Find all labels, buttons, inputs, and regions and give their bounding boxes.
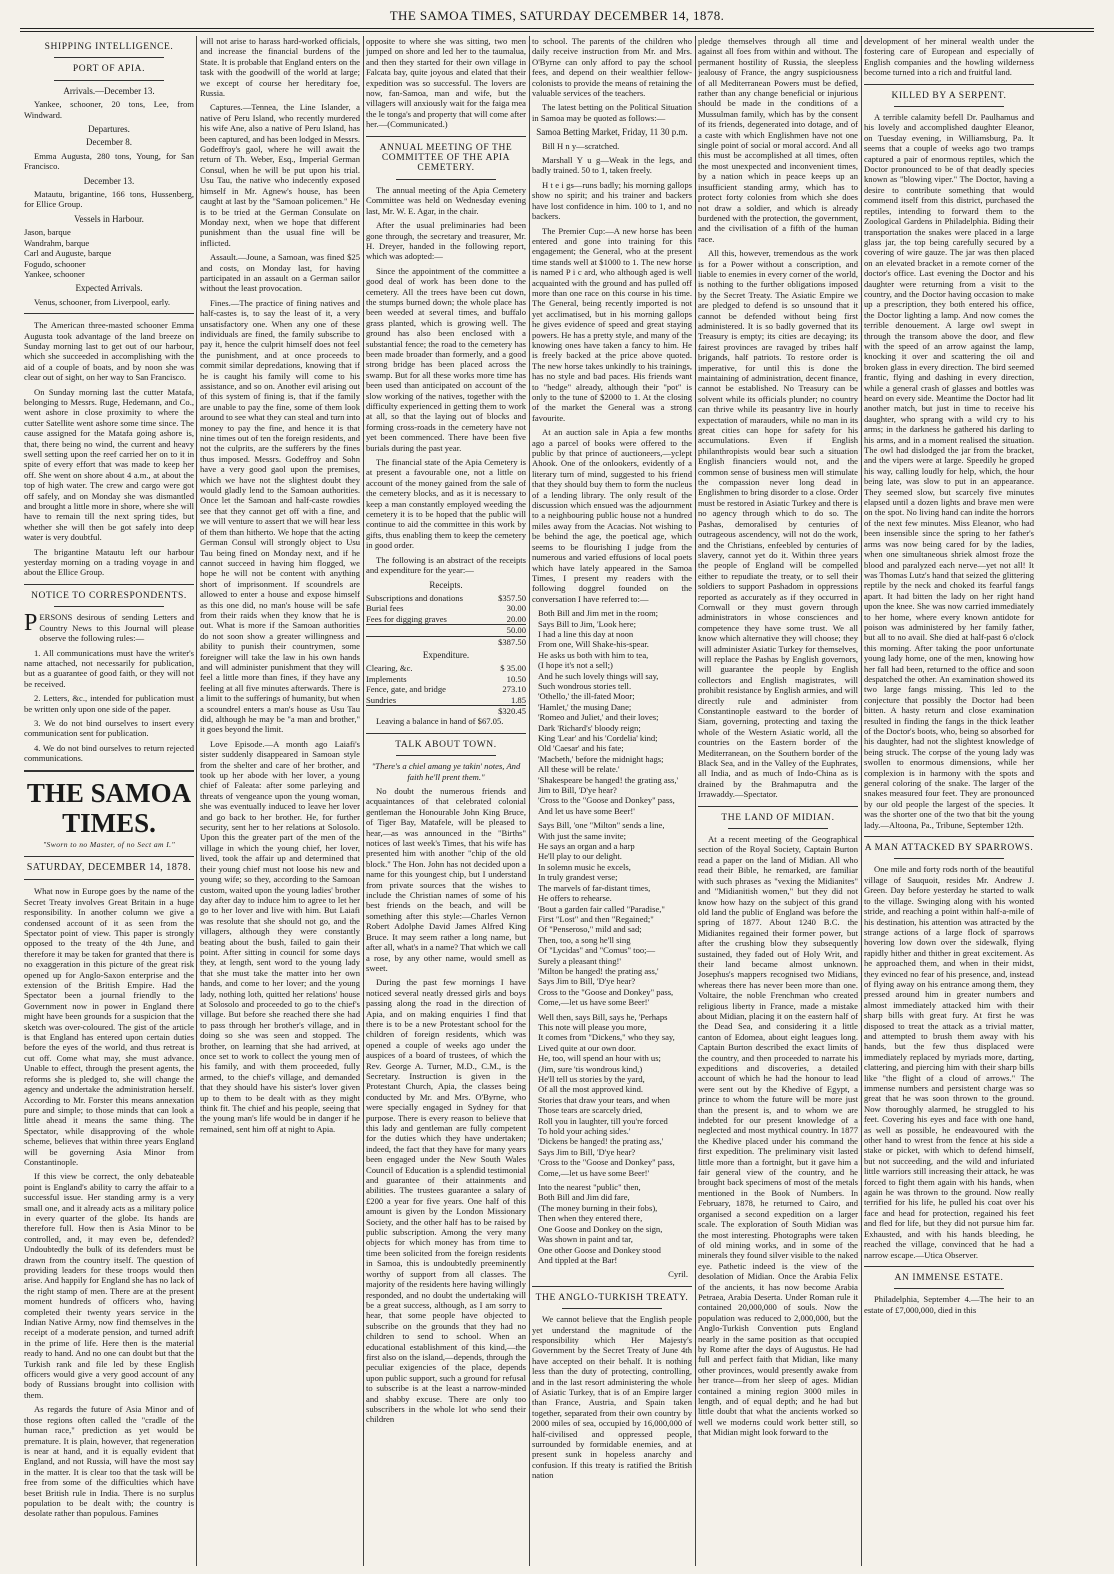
article-paragraph: Fines.—The practice of fining natives and half-castes is, to say the least of it, a very unsatisfactory one. When any one of these individuals are fined, the family subscribe to pay it, hence the culprit himself does not feel the punishment, and at once proceeds to commit similar depredations, knowing that if he is caught his family will come to his assistance, and so on. Another evil arising out of this system of fining is, that if the family are unable to pay the fine, some of them look around to see what they can steal and turn into money to pay the fine, and hence it is that nine times out of ten the foreign residents, and not the culprits, are the sufferers by the fines thus imposed. Messrs. Godeffroy and Sohn have a very good gaol upon the premises, which we have not the slightest doubt they would gladly lend to the Samoan authorities. Once let the Samoan and half-caste rowdies see that they cannot get off with a fine, and we will venture to assert that we will hear less of them than hitherto. We hope that the acting German Consul will strongly object to Usu Tau being fined on Monday next, and if he cannot succeed in having him flogged, we hope he will not be content with anything short of imprisonment. If scoundrels are allowed to enter a house and expose himself as this one did, no man's house will be safe from their raids when they know that he is out. What is more if the Samoan authorities do not soon show a greater willingness and ability to punish their countrymen, some foreigner will take the law in his own hands and will administer punishment that they will feel a little more than fines, if they have any feeling at all five minutes afterwards. There is a limit to the sufferings of humanity, but when a scoundrel enters a man's house as Usu Tau did, although he may be "a man and brother," it goes beyond the limit. xyxy=(200,297,360,735)
article-paragraph: After the usual preliminaries had been gone through, the secretary and treasurer, Mr. H. Dreyer, handed in the following report, which was adopted:— xyxy=(366,220,526,262)
article-paragraph: All this, however, tremendous as the work is for a Power without a conscription, and liable to enemies in every corner of the world, is nothing to the further obligations imposed by the Secret Treaty. The Asiatic Empire we are pledged to defend is so unsound that it cannot be defended without being first administered. It is so badly governed that its Treasury is empty; its cities are decaying; its fairest provinces are ravaged by tribes half brigands, half patriots. To restore order is imperative, for until this is done the maintaining of administration, decent finance, cannot be established. No Treasury can be solvent while its officials plunder; no country can thrive while its peasantry live in hourly expectation of marauders, while no man in its great cities can hope for safety for his accumulations. Even if English philanthropists would bear such a situation English financiers would not, and the common sense of business men will stimulate the compassion never long dead in Englishmen to bring disorder to a close. Order must be restored in Asiatic Turkey and there is no agency through which to do so. The Pashas, demoralised by centuries of outrageous ascendency, will not do the work, and the Christians, enfeebled by centuries of slavery, cannot yet do it. Within three years the people of England will be compelled either to repudiate the treaty, or to sell their soldiers to support Pashadom in oppressions reported as accurately as if they occurred in Cornwall or they must govern through administrators in whose consciences and competence they have some trust. We all know which alternative they will choose; they will administer Asiatic Turkey for themselves, will replace the Pashas by English governors, will guarantee the people by English collectors and English magistrates, will prohibit resistance by English armies, and will directly rule and administer from Constantinople eastward to the border of Siam, governing, protecting and taxing the whole of the Western Asiatic world, all the countries on the Eastern border of the Mediterranean, on the Southern border of the Black Sea, and in the Valley of the Euphrates, all India, and as much of Indo-China as is drained by the Brahmaputra and the Irrawaddy.—Spectator. xyxy=(698,248,858,800)
column-2 xyxy=(200,36,360,1566)
divider xyxy=(396,755,496,756)
divider xyxy=(562,1308,662,1309)
nameplate: THE SAMOA TIMES. xyxy=(26,777,192,838)
motto: "Sworn to no Master, of no Sect am I." xyxy=(42,839,176,849)
article-paragraph: The latest betting on the Political Situation in Samoa may be quoted as follows:— xyxy=(532,102,692,123)
notice-rule: 1. All communications must have the writer's name attached, not necessarily for publication, but as a guarantee of good faith, or they will not be received. xyxy=(24,647,194,689)
table-row: Clearing, &c. $ 35.00 xyxy=(366,663,526,674)
arrivals-label: Arrivals.—December 13. xyxy=(63,85,155,96)
expected-entry: Venus, schooner, from Liverpool, early. xyxy=(34,296,171,307)
article-paragraph: to school. The parents of the children who daily receive instruction from Mr. and Mrs. O'Byrne can only afford to pay the school fees, and depend on their wealthier fellow-colonists to provide the means of retaining the valuable services of the teachers. xyxy=(532,36,692,99)
article-paragraph: A terrible calamity befell Dr. Paulhamus and his lovely and accomplished daughter Eleanor, on Tuesday evening, in Williamsburg, Pa. It seems that a couple of weeks ago two tramps captured a pair of enormous reptiles, which the Doctor pronounced to be of that deadly species known as "blowing viper." The Doctor, having a desire to contribute something that would commend itself from this district, purchased the reptiles, intending to forward them to the Zoological Gardens in Philadelphia. Biding their transportation the snakes were placed in a large glass jar, the top being carefully secured by a covering of wire gauze. The jar was then placed on an elevated bracket in a remote corner of the doctor's office. Last evening the Doctor and his daughter were returning from a visit to the country, and the Doctor having occasion to make up a prescription, they both entered his office, the Doctor lighting a lamp. And now comes the terrible denouement. A large owl swept in through the transom above the door, and flew with the speed of an arrow against the lamp, knocking it over and scattering the oil and broken glass in every direction. The bird seemed frantic, flying and dashing in every direction, while a general crash of glasses and bottles was heard on every side. Meantime the Doctor had lit another match, but just in time to receive his daughter, who sprang with a wild cry to his arms; in the darkness he gathered his darling to his arms, and in a moment realised the situation. The owl had dislodged the jar from the bracket, and the vipers were at large. Speedily he groped his way, calling loudly for help, which, the hour being late, was slow to put in an appearance. They seemed slow, but scarcely five minutes elapsed until a dozen lights and brave men were on the spot. No living hand can indite the horrors of the next few minutes. Miss Eleanor, who had been insensible since the spring to her father's arms was now being cared for by the ladies, when one simultaneous shriek almost froze the blood and paralyzed each nerve—yet not all! It was Thomas Lutz's hand that seized the glittering reptile by the neck and choked its fearful fangs apart. It had bitten the lady on her right hand upon the knee. She was now carried immediately to her home, where every known antidote for poison was administered by her family father, but all to no avail. She died at half-past 6 o'clock this morning. After taking the poor unfortunate young lady home, one of the men, knowing how her fall had been, returned to the office and soon despatched the other. An examination showed its two large fangs missing. This led to the conjecture that possibly the Doctor had been bitten. A hasty return and close examination resulted in finding the fangs in the thick leather of the Doctor's boots, who, being so absorbed for his daughter, had not the slightest knowledge of being struck. The corpse of the young lady was swollen to enormous dimensions, while her complexion is in harmony with the spots and general coloring of the snake. The larger of the snakes measured four feet. They are pronounced by our old people the largest of the species. It was the shorter one of the two that bit the young lady.—Altoona, Pa., Tribune, September 12th. xyxy=(864,112,1034,830)
divider xyxy=(54,57,164,58)
betting-entry: Bill H n y—scratched. xyxy=(542,140,620,151)
divider xyxy=(864,1266,1034,1267)
top-rule xyxy=(20,28,1094,29)
list-item: Yankee, schooner xyxy=(24,268,85,279)
divider xyxy=(366,733,526,734)
divider xyxy=(24,584,194,585)
port-heading: PORT OF APIA. xyxy=(72,64,146,75)
divider xyxy=(728,828,828,829)
divider xyxy=(54,80,164,81)
harbour-list xyxy=(24,227,194,279)
article-paragraph: The following is an abstract of the receipts and expenditure for the year:— xyxy=(366,554,526,576)
poem-stanza: Well then, says Bill, says he, 'Perhaps This note will please you more, It comes from "Dickens," who they say, Lived quite at our own door. He, too, will spend an hour with us; (Jim, sure 'tis wondrous kind,) He'll tell us stories by the yard, Of all the most approved kind. Stories that draw your tears, and when Those tears are scarcely dried, Roll you in laughter, till you're forced To hold your aching sides.' 'Dickens be hanged! the prating ass,' Says Jim to Bill, 'D'ye hear? 'Cross to the "Goose and Donkey" pass, Come,—let us have some Beer!' xyxy=(538,1011,675,1178)
table-row: Fees for digging graves 20.00 xyxy=(366,613,526,624)
divider xyxy=(366,136,526,137)
poem-stanza: Both Bill and Jim met in the room; Says Bill to Jim, 'Look here; I had a line this day at noon From one, Will Shake-his-spear. He asks us both with him to tea, (I hope it's not a sell;) And he such lovely things will say, Such wondrous stories tell. 'Othello,' the ill-fated Moor; 'Hamlet,' the musing Dane; 'Romeo and Juliet,' and their loves; Dark 'Richard's' bloody reign; King 'Lear' and his 'Cordelia' kind; Old 'Caesar' and his fate; 'Macbeth,' before the midnight hags; All these will be relate.' 'Shakespeare be hanged! the grating ass,' Jim to Bill, 'D'ye hear? 'Cross to the "Goose and Donkey" pass, And let us have some Beer!' xyxy=(538,608,679,816)
article-paragraph: Captures.—Tennea, the Line Islander, a native of Peru Island, who recently murdered his wife Ane, also a native of Peru Island, has been captured, and has been lodged in Messrs. Godeffroy's gaol, where he will await the return of Th. Weber, Esq., Imperial German Consul, when he will be put upon his trial. Usu Tau, the native who indecently exposed himself in Mr. Agnew's house, has been caught at last by the "Samoan policemen." He is to be tried at the German Consulate on Monday next, when we hope that different punishment than the usual fine will be inflicted. xyxy=(200,102,360,248)
article-paragraph: We cannot believe that the English people yet understand the magnitude of the responsibility which Her Majesty's Government by the Secret Treaty of June 4th have accepted on their behalf. It is nothing less than the duty of protecting, controlling, and in the last resort administering the whole of Asiatic Turkey, that is of an Empire larger than France, Austria, and Spain taken together, separated from their own country by 2000 miles of sea, occupied by 16,000,000 of half-civilised and oppressed people, surrounded by formidable enemies, and at present sunk in hopeless anarchy and confusion. If this treaty is ratified the British nation xyxy=(532,1314,692,1481)
divider xyxy=(698,806,858,807)
article-paragraph: The annual meeting of the Apia Cemetery Committee was held on Wednesday evening last, Mr. W. E. Agar, in the chair. xyxy=(366,184,526,216)
divider xyxy=(864,84,1034,85)
column-divider xyxy=(363,36,364,1566)
expenditure-heading: Expenditure. xyxy=(422,649,470,660)
article-paragraph: development of her mineral wealth under the fostering care of European and especially of English companies and the howling wilderness become turned into a rich and fruitful land. xyxy=(864,36,1034,78)
divider xyxy=(24,879,194,880)
divider xyxy=(396,179,496,180)
article-paragraph: Philadelphia, September 4.—The heir to an estate of £7,000,000, died in this xyxy=(864,1294,1034,1315)
expected-heading: Expected Arrivals. xyxy=(75,283,143,294)
divider xyxy=(894,1288,1004,1289)
article-paragraph: On Sunday morning last the cutter Matafa, belonging to Messrs. Ruge, Hedemann, and Co., went ashore in close proximity to where the cutter Satellite went ashore some time since. The cause assigned for the Matafa going ashore is, that, there being no wind, the current and heavy swell setting upon the reef carried her on to it in spite of every effort that was made to keep her off. She went on shore about 4 a.m., at about the top of high water. The crew and cargo were got off safely, and on Monday she was dismantled and brought a little more in shore, where she will have to remain till the next spring tides, but whether she will then be got safely into deep water is very doubtful. xyxy=(24,386,194,543)
column-3 xyxy=(366,36,526,1566)
article-paragraph: At a recent meeting of the Geographical section of the Royal Society, Captain Burton read a paper on the land of Midian. All who read their Bible, he remarked, are familiar with such phrases as "vexing the Midianites" and "Midianitish women," but they did not know how hazy on the subject of this grand old land the public of England was before the spring of 1877. About 1240 B.C. the Midianites regained their former power, but after the crushing blow they subsequently sustained, they faded out of Holy Writ, and their land became almost unknown. Josephus's mappers recognised two Midians, whereas there has never been more than one. Voltaire, the noble Frenchman who created religious liberty in France, made a mistake about Midian, placing it on the eastern half of the Dead Sea, and considering it a little canton of Edomea, about eight leagues long. Captain Burton described the exact limits of the country, and then proceeded to narrate his expeditions and discoveries, a detailed account of which he had the honour to lead were sent out by the Khedive of Egypt, a prince to whom the future will be more just than the present is, and to whom we are indebted for our present knowledge of a neglected and most mythical country. In 1877 the Khedive placed under his command the first expedition. The preliminary visit lasted little more than a fortnight, but it gave him a fair general view of the country, and he brought back specimens of most of the metals mentioned in the Book of Numbers. In February, 1878, he returned to Cairo, and organised a second expedition on a larger scale. The exploration of South Midian was the most interesting. Photographs were taken of old mining works, and in some of the minerals they found silver visible to the naked eye. Pathetic indeed is the view of the desolation of Midian. Once the Arabia Felix of the ancients, it has now become Arabia Petraea, Arabia Deserta. Under Roman rule it contained 20,000,000 of souls. Now the population was reduced to 2,000,000, but the Anglo-Turkish Convention puts England nearly in the same position as that occupied by Rome after the days of Augustus. He had full and perfect faith that Midian, like many other provinces, would presently awake from her trance—from her sleep of ages. Midian contained a mining region 3000 miles in length, and of equal depth; and he had but little doubt that what the ancients worked so well we moderns could work better still, so that Midian might look forward to the xyxy=(698,834,858,1438)
harbour-heading: Vessels in Harbour. xyxy=(74,213,144,224)
arrival-entry: Yankee, schooner, 20 tons, Lee, from Windward. xyxy=(24,99,194,120)
receipts-heading: Receipts. xyxy=(429,579,463,590)
divider xyxy=(894,106,1004,107)
article-paragraph: The American three-masted schooner Emma Augusta took advantage of the land breeze on Sunday morning last to get out of our harbour, which she succeeded in accomplishing with the aid of a couple of boats, and by noon she was clear out of sight, on her way to San Francisco. xyxy=(24,320,194,383)
column-divider xyxy=(196,36,197,1566)
column-6 xyxy=(864,36,1034,1566)
balance-line: Leaving a balance in hand of $67.05. xyxy=(376,716,504,727)
notice-intro: PERSONS desirous of sending Letters and Country News to this Journal will please observe the following rules:— xyxy=(24,610,194,644)
editorial-paragraph: As regards the future of Asia Minor and of those regions often called the "cradle of the human race," prediction as yet would be premature. It is plain, however, that regeneration is near at hand, and it is equally evident that England, and not Russia, will have the most say in the matter. It is clear too that the task will be free from some of the difficulties which have beset British rule in India. There is no surplus population to be dealt with; the country is desolate rather than populous. Famines xyxy=(24,1404,194,1519)
betting-entry: H t e i gs—runs badly; his morning gallops show no spirit; and his trainer and backers have lost confidence in him. 100 to 1, and no backers. xyxy=(532,179,692,222)
divider xyxy=(54,606,164,607)
drop-cap: P xyxy=(24,610,38,637)
divider xyxy=(532,1286,692,1287)
departures-label: Departures. xyxy=(88,124,130,135)
receipts-table xyxy=(366,593,526,647)
list-item: Carl and Auguste, barque xyxy=(24,248,112,259)
departure-entry: Emma Augusta, 280 tons, Young, for San Francisco. xyxy=(24,150,194,172)
list-item: Jason, barque xyxy=(24,227,71,238)
list-item: Wandrahm, barque xyxy=(24,237,90,248)
betting-entry: Marshall Y u g—Weak in the legs, and badly trained. 50 to 1, taken freely. xyxy=(532,155,692,176)
article-paragraph: will not arise to harass hard-worked officials, and increase the financial burdens of the State. It is probable that England enters on the task with the goodwill of the world at large; we except of course her hereditary foe, Russia. xyxy=(200,36,360,99)
midian-heading: THE LAND OF MIDIAN. xyxy=(721,812,835,823)
table-row: 50.00 xyxy=(366,625,526,636)
notice-rule: 2. Letters, &c., intended for publication must be written only upon one side of the paper. xyxy=(24,693,194,714)
divider xyxy=(24,856,194,857)
divider xyxy=(894,858,1004,859)
shipping-heading: SHIPPING INTELLIGENCE. xyxy=(44,42,174,52)
table-row: Sundries 1.85 xyxy=(366,694,526,705)
departures-date: December 13. xyxy=(83,175,135,186)
poem-signature: Cyril. xyxy=(668,1269,688,1280)
column-divider xyxy=(529,36,530,1566)
table-row: Implements 10.50 xyxy=(366,673,526,684)
betting-entry: The Premier Cup:—A new horse has been entered and gone into training for this engagement; the General, who at the present time stands well at $1000 to 1. The new horse is named P i c ard, who although aged is well acquainted with the ground and has pulled off more than one race on this course in his time. The General, being recently imported is not yet acclimatised, but in his morning gallops he gives evidence of speed and great staying powers. He has a pretty style, and many of the knowing ones have taken a fancy to him. He is freely backed at the price above quoted. The new horse takes unkindly to his trainings, has no style and bad paces. His friends want to "hedge" already, although their "pot" is only to the tune of $2000 to 1. At the closing of the market the General was a strong favourite. xyxy=(532,225,692,423)
betting-heading: Samoa Betting Market, Friday, 11 30 p.m. xyxy=(536,127,688,138)
divider xyxy=(864,836,1034,837)
table-row: Burial fees 30.00 xyxy=(366,603,526,614)
top-rule-thin xyxy=(20,31,1094,32)
notice-heading: NOTICE TO CORRESPONDENTS. xyxy=(31,590,187,601)
cemetery-heading: ANNUAL MEETING OF THE COMMITTEE OF THE APIA CEMETERY. xyxy=(379,142,513,174)
divider xyxy=(24,770,194,772)
serpent-heading: KILLED BY A SERPENT. xyxy=(891,90,1007,101)
treaty-heading: THE ANGLO-TURKISH TREATY. xyxy=(535,1292,689,1303)
list-item: Fogudo, schooner xyxy=(24,258,86,269)
editorial-paragraph: If this view be correct, the only debateable point is England's ability to carry the affair to a successful issue. Her standing army is a very small one, and it already acts as a military police in every quarter of the globe. Its hands are therefore full. How then is Asia Minor to be controlled, and, it may even be, defended? Undoubtedly the bulk of its defenders must be drawn from the country itself. The question of providing leaders for these troops would then arise. And happily for England she has no lack of the right stamp of men. There are at the present moment hundreds of officers who, having completed their twenty years service in the Indian Native Army, now find themselves in the receipt of a moderate pension, and turned adrift in the prime of life. Here then is the material ready to hand. And no one can doubt but that the Turkish rank and file led by these English officers would give a very good account of any body of Russians brought into collision with them. xyxy=(24,1171,194,1400)
article-paragraph: At an auction sale in Apia a few months ago a parcel of books were offered to the public by that prince of auctioneers,—yclept Ahook. One of the onlookers, evidently of a literary turn of mind, suggested to his friend that they should buy them to form the nucleus of a lending library. The only result of the discussion which ensued was the adjournment to a neighbouring public house not a hundred miles away from the Acacias. Not wishing to be behind the age, the poetical age, which seems to be flourishing I judge from the numerous and varied effusions of local poets which have lately appeared in the Samoa Times, I present my readers with the following doggrel founded on the conversation I have referred to:— xyxy=(532,427,692,604)
talk-heading: TALK ABOUT TOWN. xyxy=(395,739,497,750)
estate-heading: AN IMMENSE ESTATE. xyxy=(894,1272,1004,1283)
expenditure-table xyxy=(366,663,526,716)
article-paragraph: Since the appointment of the committee a good deal of work has been done to the cemetery. All the trees have been cut down, the stumps burned down; the whole place has been weeded at several times, and buffalo grass planted, which is growing well. The ground has also been enclosed with a substantial fence; the road to the cemetery has been made broader than formerly, and a good strong bridge has been placed across the swamp. But for all these works more time has been used than anticipated on account of the slow working of the natives, together with the difficulty experienced in getting them to work at all, so that the laying out of blocks and forming cross-roads in the cemetery have not yet been commenced. There have been five burials during the past year. xyxy=(366,265,526,453)
article-paragraph: During the past few mornings I have noticed several neatly dressed girls and boys passing along the road in the direction of Apia, and on making enquiries I find that there is to be a new Protestant school for the children of foreign residents, which was opened a couple of weeks ago under the auspices of a board of trustees, of which the Rev. George A. Turner, M.D., C.M., is the Secretary. Instruction is given in the Protestant Church, Apia, the classes being conducted by Mr. and Mrs. O'Byrne, who were specially engaged in Sydney for that purpose. There is every reason to believe that this lady and gentleman are fully competent for the duties which they have undertaken; indeed, the fact that they have for many years been engaged under the New South Wales Council of Education is a splendid testimonial and guarantee of their attainments and abilities. The trustees guarantee a salary of £200 a year for five years. One half of this amount is given by the London Missionary Society, and the other half has to be raised by public subscription. Among the very many objects for which money has from time to time been solicited from the foreign residents in Samoa, this is undoubtedly preeminently worthy of support from all classes. The majority of the residents here having willingly responded, and no doubt the undertaking will be a great success, although, as I am sorry to hear, that some people have objected to subscribe on the grounds that they had no children to send to school. When an educational establishment of this kind,—the first also on the island,—depends, through the peculiar exigencies of the place, depends upon public support, such a ground for refusal to subscribe is at the least a narrow-minded and shabby excuse. There are only too subscribers in the whole lot who send their children xyxy=(366,977,526,1425)
editorial-paragraph: What now in Europe goes by the name of the Secret Treaty involves Great Britain in a huge responsibility. In another column we give a condensed account of it as seen from the Spectator point of view. This paper is strongly opposed to the treaty of the 4th June, and therefore it may be taken for granted that there is no exaggeration in this picture of the great risk opened up for Anglo-Saxon enterprise and the extension of the British Empire. Had the Spectator been a journal friendly to the Government now in power in England there might have been grounds for a suspicion that the sketch was over-coloured. The gist of the article is that England has entered upon certain duties before the eyes of the world, and thus retreat is cut off. Come what may, she must advance. Unable to effect, through the present agents, the reforms she is pledged to, she will change the agency and undertake the administration herself. According to Mr. Forster this means annexation pure and simple; to those minds that can look a little ahead it means the same thing. The Spectator, while disapproving of the whole scheme, believes that within three years England will be governing Asia Minor from Constantinople. xyxy=(24,886,194,1167)
column-divider xyxy=(861,36,862,1566)
article-paragraph: The financial state of the Apia Cemetery is at present a favourable one, not a little on account of the money gained from the sale of the cemetery blocks, and as it is necessary to keep a man constantly employed weeding the cemetery it is to be hoped that the public will continue to aid the committee in this work by gifts, thus enabling them to keep the cemetery in good order. xyxy=(366,457,526,551)
article-paragraph: pledge themselves through all time and against all foes from within and without. The permanent hostility of Russia, the sleepless jealousy of France, the angry suspiciousness of all Mediterranean Powers must be defied, rather than any change beneficial or injurious should be made in the conditions of a Mussulman family, which has by the consent of its friends, degenerated into dotage, and of a caste with which Englishmen have not one single point of social or moral accord. And all this must be accomplished at all times, often the most unexpected and inconvenient times, by a nation which in peace keeps up an insufficient standing army, which has to protect forty colonies from which she does not draw a soldier, and which is already burdened with the protection, the government, and the civilisation of a fifth of the human race. xyxy=(698,36,858,244)
table-row: $387.50 xyxy=(366,636,526,647)
column-4 xyxy=(532,36,692,1566)
table-row: Subscriptions and donations $357.50 xyxy=(366,592,526,603)
column-divider xyxy=(695,36,696,1566)
article-paragraph: The brigantine Matautu left our harbour yesterday morning on a trading voyage in and about the Ellice Group. xyxy=(24,546,194,578)
notice-rule: 3. We do not bind ourselves to insert every communication sent for publication. xyxy=(24,717,194,739)
epigraph: "There's a chiel amang ye takin' notes, And faith he'll prent them." xyxy=(371,761,521,782)
article-paragraph: Assault.—Joune, a Samoan, was fined $25 and costs, on Monday last, for having participated in an assault on a German sailor without the least provocation. xyxy=(200,252,360,294)
running-head: THE SAMOA TIMES, SATURDAY DECEMBER 14, 1878. xyxy=(389,8,725,23)
article-paragraph: One mile and forty rods north of the beautiful village of Sauquoit, resides Mr. Andrew J. Green. Day before yesterday he started to walk to the village. Swinging along with his wonted stride, and reaching a point within half-a-mile of his destination, his attention was attracted by the strange actions of a large flock of sparrows hovering low down over the sidewalk, flying rapidly hither and thither in great excitement. As he approached them, and when in their midst, they evinced no fear of his presence, and, instead of flying away on his entrance among them, they pressed around him in greater numbers and almost immediately attacked him with their sharp bills with great fury. At first he was disposed to treat the attack as a trivial matter, and attempted to brush them away with his hands, but the few thus displaced were immediately replaced by myriads more, darting, clattering, and piercing him with their sharp bills like "the flight of a cloud of arrows." The immense numbers and persistent charge was so great that he was soon thrown to the ground. Now thoroughly alarmed, he struggled to his feet. Covering his eyes and face with one hand, as well as possible, he endeavoured with the other hand to wrest from the fence at his side a stake or picket, with which to defend himself, but not succeeding, and the wild and infuriated little warriors still increasing their attack, he was forced to fight them again with his hands, when again he was thrown to the ground. Now really terrified for his life, he pulled his coat over his face and head for protection, regained his feet and fled for life, but they did not pursue him far. Exhausted, and with his hands bleeding, he reached the village, convinced that he had a narrow escape.—Utica Observer. xyxy=(864,864,1034,1260)
notice-rule: 4. We do not bind ourselves to return rejected communications. xyxy=(24,742,194,764)
departure-entry: Matautu, brigantine, 166 tons, Hussenberg, for Ellice Group. xyxy=(24,189,194,210)
divider xyxy=(24,313,194,314)
table-row: Fence, gate, and bridge 273.10 xyxy=(366,684,526,695)
poem-stanza: Into the nearest "public" then, Both Bill and Jim did fare, (The money burning in their fobs), Then when they entered there, One Goose and Donkey on the sign, Was shown in paint and tar, One other Goose and Donkey stood And tippled at the Bar! xyxy=(538,1182,663,1265)
column-1 xyxy=(24,36,194,1566)
departures-date: December 8. xyxy=(86,137,132,148)
article-paragraph: opposite to where she was sitting, two men jumped on shore and led her to the taumalua, and then they started for their own village in Falcata bay, quite joyous and elated that their expedition was so successful. The lovers are now, fan-Samoa, man and wife, but the villagers will anxiously wait for the faiga mea the le tonga's and property that will come after her.—(Communicated.) xyxy=(366,36,526,130)
dateline: SATURDAY, DECEMBER 14, 1878. xyxy=(26,861,192,873)
sparrows-heading: A MAN ATTACKED BY SPARROWS. xyxy=(864,843,1034,854)
article-paragraph: No doubt the numerous friends and acquaintances of that celebrated colonial gentleman the Honourable John King Bruce, of Tiger Bay, Matafele, will be pleased to hear,—as was announced in the "Births" notices of last week's Times, that his wife has presented him with another "chip of the old block." The Hon. John has not decided upon a name for this youngest chip, but I understand from private sources that the wishes to include the Christian names of some of his best friends on the beach, and will be something after this style:—Charles Vernon Robert Adolphe David James Alfred King Bruce. It may seem rather a long name, but after all, what's in a name? That which we call a rose, by any other name, would smell as sweet. xyxy=(366,786,526,973)
article-paragraph: Love Episode.—A month ago Laiafi's sister suddenly disappeared in Samoan style from the shelter and care of her brother, and took up her abode with her lover, a young chief of Faleata: after some parleying and threats of vengeance upon the young woman, she was eventually induced to leave her lover and go back to her brother. He, for further security, sent her to her relations at Solosolo. Upon this the greater part of the men of the village in which the young chief, her lover, lived, took the affair up and determined that their young chief must not loose his new and young wife; so they, according to the Samoan custom, waited upon the young ladies' brother day after day to induce him to agree to let her go to her lover and live with him. But Laiafi was resolute that she should not go, and the villagers, although they were constantly beating about the bush, failed to gain their point. After sitting in council for some days they, at length, sent word to the young lady that she must take the matter into her own hands, and come to her lover; and the young lady, nothing loth, quitted her relations' house at Solosolo and proceeded to go to the chief's village. But before she reached there she had to pass through her brother's village, and in doing so she was seen and stopped. The brother, on learning that she had arrived, at once set to work to collect the young men of his family, and with them proceeded, fully armed, to the chief's village, and demanded that they should have his sister's lover given up to them to be dealt with as they might think fit. The chief and his people, seeing that the young man's life would be in danger if he remained, sent him off at night to Apia. xyxy=(200,738,360,1134)
poem-stanza: Says Bill, 'one "Milton" sends a line, With just the same invite; He says an organ and a harp He'll play to our delight. In solemn music he excels, In truly grandest verse; The marvels of far-distant times, He offers to rehearse. 'Bout a garden fair called "Paradise," First "Lost" and then "Regained;" Of "Penseroso," mild and sad; Then, too, a song he'll sing Of "Lycidas" and "Comus" too;— Surely a pleasant thing!' 'Milton be hanged! the prating ass,' Says Jim to Bill, 'D'ye hear? Cross to the "Goose and Donkey" pass, Come,—let us have some Beer!' xyxy=(538,820,674,1008)
table-row: $320.45 xyxy=(366,705,526,716)
column-5 xyxy=(698,36,858,1566)
